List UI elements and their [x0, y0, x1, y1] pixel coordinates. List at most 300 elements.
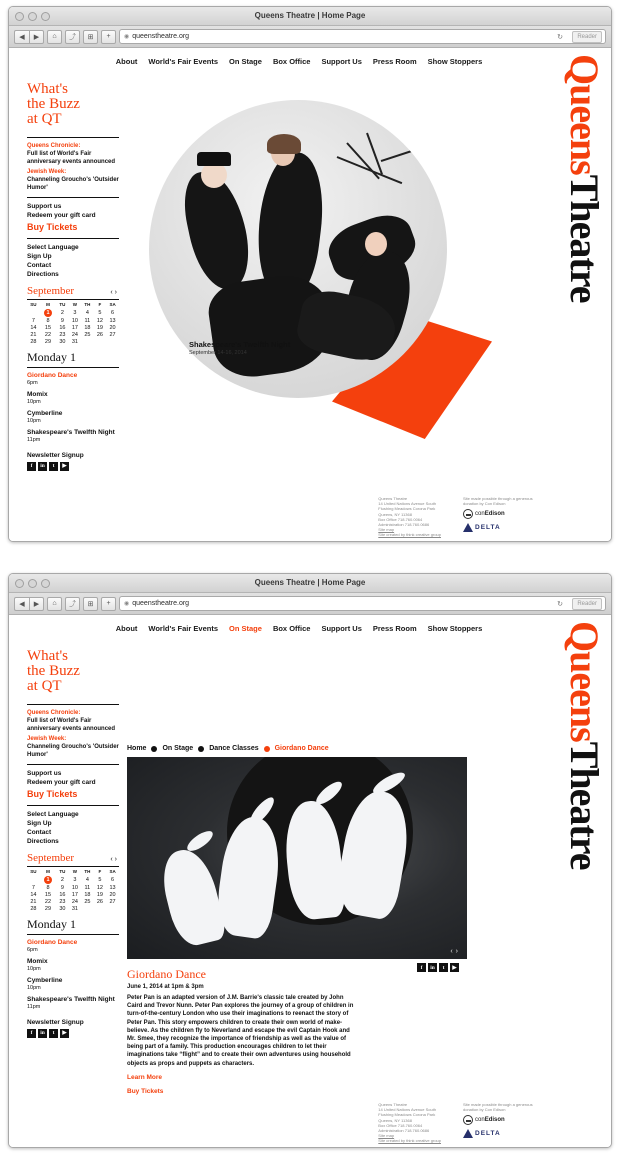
- footer-link-credits[interactable]: Site created by think creative group: [378, 1138, 441, 1144]
- news-headline: Full list of World's Fair anniversary events announced: [27, 718, 116, 732]
- footer-link-site-map[interactable]: Site map: [378, 527, 395, 533]
- calendar-day[interactable]: 10: [71, 317, 78, 324]
- calendar-day[interactable]: 17: [71, 891, 78, 898]
- event-list-item[interactable]: [27, 372, 119, 387]
- calendar-prev-icon[interactable]: ‹: [110, 856, 115, 863]
- event-list-item[interactable]: [27, 391, 119, 406]
- event-title: Giordano Dance: [27, 371, 78, 379]
- site-giordano-dance: [9, 615, 611, 1148]
- forward-button[interactable]: ▶: [29, 597, 44, 611]
- sidebar-link-sign-up[interactable]: Sign Up: [27, 820, 52, 827]
- slider-next-icon[interactable]: ›: [455, 948, 461, 955]
- buy-tickets-link[interactable]: Buy Tickets: [127, 1087, 164, 1095]
- facebook-icon[interactable]: f: [27, 462, 36, 471]
- calendar-day[interactable]: 18: [84, 891, 91, 898]
- calendar-day[interactable]: 5: [98, 309, 102, 316]
- calendar-day[interactable]: 27: [109, 332, 116, 339]
- calendar-day[interactable]: 20: [109, 324, 116, 331]
- event-list-item[interactable]: [27, 410, 119, 425]
- event-title: Shakespeare's Twelfth Night: [27, 428, 115, 436]
- calendar-day[interactable]: 25: [84, 332, 91, 339]
- sponsor-logos: [463, 1115, 543, 1138]
- weekday: TH: [84, 869, 91, 874]
- footer-sponsors: [463, 1102, 543, 1144]
- newsletter-signup-link[interactable]: Newsletter Signup: [27, 1018, 84, 1026]
- sidebar-link-directions[interactable]: Directions: [27, 271, 59, 278]
- calendar-day[interactable]: 7: [31, 317, 35, 324]
- sidebar-link-contact[interactable]: Contact: [27, 262, 52, 269]
- calendar-day[interactable]: [81, 339, 94, 346]
- learn-more-link[interactable]: Learn More: [127, 1073, 163, 1081]
- news-headline: Channeling Groucho's 'Outsider Humor': [27, 177, 119, 191]
- logo-q: Q: [562, 621, 607, 652]
- linkedin-icon[interactable]: in: [428, 963, 437, 972]
- delta-logo: [463, 1129, 501, 1138]
- divider: [27, 805, 119, 806]
- calendar-day[interactable]: 8: [46, 317, 50, 324]
- event-title: Cymberline: [27, 409, 63, 417]
- calendar-day[interactable]: 26: [96, 899, 103, 906]
- article-hero-image[interactable]: [127, 757, 467, 959]
- calendar-day[interactable]: 29: [44, 339, 52, 346]
- back-button[interactable]: ◀: [14, 30, 29, 44]
- buzz-line-3: at QT: [27, 111, 62, 127]
- calendar-month: September: [27, 852, 75, 864]
- nav-buttons[interactable]: [14, 597, 44, 611]
- weekday: TU: [59, 869, 66, 874]
- back-button[interactable]: ◀: [14, 597, 29, 611]
- calendar-day[interactable]: 21: [30, 332, 37, 339]
- calendar-day[interactable]: 30: [59, 906, 66, 913]
- event-list-item[interactable]: [27, 939, 119, 954]
- branch-prop: [337, 126, 427, 206]
- event-time: 6pm: [27, 946, 38, 953]
- calendar-table[interactable]: [27, 869, 119, 913]
- slider-controls[interactable]: [450, 948, 461, 955]
- weekday: W: [72, 302, 78, 307]
- calendar-day[interactable]: 27: [109, 899, 116, 906]
- calendar-day[interactable]: 6: [111, 309, 115, 316]
- site-logo[interactable]: [557, 48, 611, 542]
- footer-address-line: Flushing Meadows Corona Park: [378, 506, 436, 512]
- nav-item-about[interactable]: About: [115, 56, 138, 66]
- calendar-day[interactable]: 6: [111, 876, 115, 883]
- delta-triangle-icon: [463, 523, 473, 532]
- calendar-day[interactable]: 17: [71, 324, 78, 331]
- nav-item-support-us[interactable]: Support Us: [321, 56, 362, 66]
- address-bar-value: queenstheatre.org: [132, 600, 190, 607]
- con-edison-mark-icon: [463, 1115, 473, 1125]
- calendar-day[interactable]: 31: [71, 339, 78, 346]
- calendar-day[interactable]: 3: [73, 876, 77, 883]
- window-title: Queens Theatre | Home Page: [254, 11, 366, 20]
- weekday: SU: [30, 302, 37, 307]
- calendar-day[interactable]: 4: [85, 876, 89, 883]
- divider: [27, 764, 119, 765]
- calendar-day[interactable]: 13: [109, 884, 116, 891]
- calendar-day[interactable]: 22: [44, 332, 52, 339]
- weekday: W: [72, 869, 78, 874]
- calendar-day[interactable]: 26: [96, 332, 103, 339]
- calendar-week: [27, 899, 119, 906]
- sidebar-link-support-us[interactable]: Support us: [27, 203, 62, 210]
- calendar-day[interactable]: 9: [60, 317, 64, 324]
- nav-item-on-stage[interactable]: On Stage: [229, 623, 262, 633]
- weekday: M: [46, 302, 50, 307]
- linkedin-icon[interactable]: in: [38, 462, 47, 471]
- address-bar-value: queenstheatre.org: [132, 33, 190, 40]
- news-source: Jewish Week:: [27, 736, 67, 742]
- calendar-week: [27, 317, 119, 324]
- sidebar-link-support-us[interactable]: Support us: [27, 770, 62, 777]
- calendar-day[interactable]: 5: [98, 876, 102, 883]
- share-icon[interactable]: ⤴: [65, 30, 80, 44]
- new-tab-button[interactable]: +: [101, 30, 116, 44]
- breadcrumb-item-dance-classes[interactable]: Dance Classes: [209, 745, 259, 752]
- news-source: Queens Chronicle:: [27, 710, 81, 716]
- slider-prev-icon[interactable]: ‹: [450, 948, 456, 955]
- news-headline: Full list of World's Fair anniversary events announced: [27, 151, 116, 165]
- address-bar[interactable]: [119, 596, 606, 611]
- breadcrumb-separator-icon: [151, 746, 157, 752]
- event-list-item[interactable]: [27, 958, 119, 973]
- footer-credit-text: Site made possible through a generous donation by Con Edison: [463, 496, 533, 507]
- calendar-week: [27, 324, 119, 331]
- weekday: F: [98, 869, 102, 874]
- news-item[interactable]: [27, 735, 119, 759]
- footer-address-line: Box Office 718.760.0064: [378, 516, 423, 522]
- footer-link-site-map[interactable]: Site map: [378, 1133, 395, 1139]
- sidebar-link-sign-up[interactable]: Sign Up: [27, 253, 52, 260]
- event-time: 10pm: [27, 398, 41, 405]
- share-icon[interactable]: ⤴: [65, 597, 80, 611]
- calendar-day[interactable]: 16: [59, 324, 66, 331]
- calendar-day[interactable]: 12: [96, 317, 103, 324]
- breadcrumb-item-home[interactable]: Home: [127, 745, 147, 752]
- globe-icon: ◉: [124, 601, 130, 607]
- calendar-week: [27, 875, 119, 884]
- reload-icon[interactable]: ↻: [557, 33, 563, 41]
- facebook-icon[interactable]: f: [27, 1029, 36, 1038]
- hero-date: September 14-16, 2014: [189, 350, 247, 356]
- new-tab-button[interactable]: +: [101, 597, 116, 611]
- calendar-header: [27, 285, 119, 297]
- divider: [27, 704, 119, 705]
- calendar-day[interactable]: 15: [44, 891, 52, 898]
- con-edison-mark-icon: [463, 509, 473, 519]
- footer-address-line: 14 United Nations Avenue South: [378, 1107, 437, 1113]
- sidebar-link-redeem-gift-card[interactable]: Redeem your gift card: [27, 779, 96, 786]
- calendar-day[interactable]: 24: [71, 332, 78, 339]
- reload-icon[interactable]: ↻: [557, 600, 563, 608]
- calendar-day[interactable]: [106, 906, 119, 913]
- delta-logo: [463, 523, 501, 532]
- divider: [27, 934, 119, 935]
- titlebar: [9, 574, 611, 593]
- calendar-day[interactable]: 28: [30, 906, 37, 913]
- weekday: F: [98, 302, 102, 307]
- con-edison-logo: [463, 1115, 505, 1125]
- weekday: SA: [109, 869, 116, 874]
- calendar-day[interactable]: 11: [84, 884, 91, 891]
- delta-triangle-icon: [463, 1129, 473, 1138]
- calendar-day[interactable]: 20: [109, 891, 116, 898]
- buy-tickets-link[interactable]: Buy Tickets: [27, 222, 78, 232]
- buzz-line-1: What's: [27, 81, 69, 97]
- event-time: 10pm: [27, 965, 41, 972]
- article-body: [127, 967, 359, 1096]
- divider: [27, 866, 119, 867]
- browser-toolbar: [9, 26, 611, 48]
- calendar-day[interactable]: [27, 308, 40, 317]
- calendar-day[interactable]: 8: [46, 884, 50, 891]
- social-links[interactable]: [27, 1029, 119, 1038]
- facebook-icon[interactable]: f: [417, 963, 426, 972]
- event-list-item[interactable]: [27, 977, 119, 992]
- nav-buttons[interactable]: [14, 30, 44, 44]
- con-edison-suffix: Edison: [484, 1116, 505, 1123]
- hero-banner[interactable]: [127, 90, 507, 480]
- calendar-day[interactable]: 29: [44, 906, 52, 913]
- calendar-day[interactable]: [106, 339, 119, 346]
- sidebar: [27, 649, 119, 1038]
- calendar-next-icon[interactable]: ›: [114, 289, 119, 296]
- calendar-day[interactable]: 2: [60, 309, 64, 316]
- calendar-day[interactable]: 23: [59, 899, 66, 906]
- calendar-day[interactable]: 30: [59, 339, 66, 346]
- calendar-day[interactable]: 18: [84, 324, 91, 331]
- footer-link-credits[interactable]: Site created by think creative group: [378, 532, 441, 538]
- calendar-next-icon[interactable]: ›: [114, 856, 119, 863]
- calendar-prev-icon[interactable]: ‹: [110, 289, 115, 296]
- calendar-week: [27, 332, 119, 339]
- event-title: Giordano Dance: [27, 938, 78, 946]
- nav-item-box-office[interactable]: Box Office: [272, 623, 311, 633]
- calendar-day[interactable]: 11: [84, 317, 91, 324]
- sidebar-link-directions[interactable]: Directions: [27, 838, 59, 845]
- address-bar[interactable]: [119, 29, 606, 44]
- linkedin-icon[interactable]: in: [38, 1029, 47, 1038]
- show-tabs-icon[interactable]: ⊞: [83, 597, 98, 611]
- divider: [27, 238, 119, 239]
- browser-toolbar: [9, 593, 611, 615]
- footer-address-line: Flushing Meadows Corona Park: [378, 1112, 436, 1118]
- event-list-item[interactable]: [27, 996, 119, 1011]
- article-title: Giordano Dance: [127, 967, 206, 981]
- calendar-day[interactable]: 19: [96, 324, 103, 331]
- nav-item-press-room[interactable]: Press Room: [372, 56, 417, 66]
- delta-label: DELTA: [475, 524, 501, 532]
- news-source: Queens Chronicle:: [27, 143, 81, 149]
- performer-hair: [267, 134, 301, 154]
- news-source: Jewish Week:: [27, 169, 67, 175]
- sponsor-logos: [463, 509, 543, 532]
- calendar-day[interactable]: 10: [71, 884, 78, 891]
- nav-item-support-us[interactable]: Support Us: [321, 623, 362, 633]
- calendar-day-today[interactable]: 1: [40, 875, 56, 884]
- calendar-day[interactable]: [94, 906, 107, 913]
- divider: [27, 299, 119, 300]
- calendar-nav[interactable]: [110, 856, 119, 863]
- site-footer: [9, 496, 557, 538]
- nav-item-show-stoppers[interactable]: Show Stoppers: [427, 56, 483, 66]
- calendar-day[interactable]: 24: [71, 899, 78, 906]
- calendar-day[interactable]: 21: [30, 899, 37, 906]
- news-headline: Channeling Groucho's 'Outsider Humor': [27, 744, 119, 758]
- calendar-day[interactable]: 25: [84, 899, 91, 906]
- buy-tickets-link[interactable]: Buy Tickets: [27, 789, 78, 799]
- footer-sponsors: [463, 496, 543, 538]
- globe-icon: ◉: [124, 34, 130, 40]
- calendar-table[interactable]: [27, 302, 119, 346]
- delta-label: DELTA: [475, 1130, 501, 1138]
- event-time: 11pm: [27, 1003, 41, 1010]
- youtube-icon[interactable]: ▶: [450, 963, 459, 972]
- site-footer: [9, 1102, 557, 1144]
- article-description: Peter Pan is an adapted version of J.M. Barrie's classic tale created by John Caird and Trevor Nunn. Peter Pan explores the journey of a group of children in turn-of-the-century London who use their imaginations to reenact the story of Peter Pan. This story empowers children to create their own world of make-believe. As the children fly to Neverland and escape the evil Captain Hook and Mr. Smee, they recognize the importance of friendship as well as the value of being part of a family. This production encourages children to let their imaginations take “flight” and to create their own adventures using household objects as props and puppets as characters.: [127, 995, 354, 1067]
- calendar-week: [27, 308, 119, 317]
- logo-q: Q: [562, 54, 607, 85]
- reader-button[interactable]: Reader: [572, 598, 602, 610]
- dancer-arm: [184, 827, 215, 854]
- nav-item-on-stage[interactable]: On Stage: [229, 56, 262, 66]
- twitter-icon[interactable]: t: [49, 1029, 58, 1038]
- buzz-line-1: What's: [27, 648, 69, 664]
- footer-address-line: Queens Theatre: [378, 1102, 408, 1107]
- calendar-header: [27, 852, 119, 864]
- weekday: SU: [30, 869, 37, 874]
- buzz-heading: [27, 649, 119, 694]
- event-time: 10pm: [27, 984, 41, 991]
- calendar-day[interactable]: 7: [31, 884, 35, 891]
- performer-head: [365, 232, 387, 256]
- forward-button[interactable]: ▶: [29, 30, 44, 44]
- newsletter-signup-link[interactable]: Newsletter Signup: [27, 451, 84, 459]
- buzz-line-2: the Buzz: [27, 96, 80, 112]
- footer-address-line: Queens Theatre: [378, 496, 408, 501]
- titlebar: [9, 7, 611, 26]
- news-item[interactable]: [27, 709, 119, 733]
- home-icon[interactable]: ⌂: [47, 30, 62, 44]
- calendar-day[interactable]: 13: [109, 317, 116, 324]
- main-nav: [9, 615, 549, 641]
- calendar-day[interactable]: 31: [71, 906, 78, 913]
- con-edison-prefix: con: [475, 1116, 485, 1123]
- main-nav: [9, 48, 549, 74]
- calendar-day[interactable]: 2: [60, 876, 64, 883]
- event-time: 10pm: [27, 417, 41, 424]
- site-logo[interactable]: [557, 615, 611, 1148]
- calendar-day[interactable]: 14: [30, 324, 37, 331]
- sidebar-link-select-language[interactable]: Select Language: [27, 244, 79, 251]
- calendar-week: [27, 891, 119, 898]
- calendar-day[interactable]: [94, 339, 107, 346]
- calendar-day[interactable]: [81, 906, 94, 913]
- dancer-figure: [156, 844, 228, 949]
- event-title: Momix: [27, 390, 48, 398]
- sidebar-link-contact[interactable]: Contact: [27, 829, 52, 836]
- youtube-icon[interactable]: ▶: [60, 462, 69, 471]
- browser-window-home: [8, 6, 612, 542]
- calendar-day[interactable]: 14: [30, 891, 37, 898]
- youtube-icon[interactable]: ▶: [60, 1029, 69, 1038]
- calendar-week: [27, 884, 119, 891]
- article-showtimes: June 1, 2014 at 1pm & 3pm: [127, 984, 204, 990]
- sidebar-link-redeem-gift-card[interactable]: Redeem your gift card: [27, 212, 96, 219]
- buzz-line-3: at QT: [27, 678, 62, 694]
- calendar-day[interactable]: 19: [96, 891, 103, 898]
- performer-hat: [197, 152, 231, 166]
- calendar-day[interactable]: 9: [60, 884, 64, 891]
- event-list-item[interactable]: [27, 429, 119, 444]
- breadcrumb-item-giordano-dance[interactable]: Giordano Dance: [274, 745, 329, 752]
- event-title: Momix: [27, 957, 48, 965]
- breadcrumb-item-on-stage[interactable]: On Stage: [162, 745, 194, 752]
- footer-address: [378, 496, 441, 538]
- breadcrumb: [127, 745, 329, 752]
- twitter-icon[interactable]: t: [439, 963, 448, 972]
- home-icon[interactable]: ⌂: [47, 597, 62, 611]
- calendar-day[interactable]: 4: [85, 309, 89, 316]
- article-social-links[interactable]: [417, 963, 459, 972]
- calendar-day[interactable]: [27, 875, 40, 884]
- hero-caption: [189, 340, 359, 356]
- calendar-day[interactable]: 15: [44, 324, 52, 331]
- weekday: SA: [109, 302, 116, 307]
- con-edison-suffix: Edison: [484, 510, 505, 517]
- calendar-day[interactable]: 23: [59, 332, 66, 339]
- footer-address-line: Queens, NY 11368: [378, 1117, 412, 1123]
- footer-credit-text: Site made possible through a generous donation by Con Edison: [463, 1102, 533, 1113]
- logo-theatre: Theatre: [562, 174, 607, 303]
- footer-address-line: Administration 718.760.0686: [378, 1128, 430, 1134]
- reader-button[interactable]: Reader: [572, 31, 602, 43]
- news-item[interactable]: [27, 168, 119, 192]
- nav-item-box-office[interactable]: Box Office: [272, 56, 311, 66]
- calendar-day[interactable]: 16: [59, 891, 66, 898]
- calendar-day[interactable]: 12: [96, 884, 103, 891]
- browser-window-giordano: [8, 573, 612, 1148]
- footer-address-line: 14 United Nations Avenue South: [378, 501, 437, 507]
- calendar-nav[interactable]: [110, 289, 119, 296]
- con-edison-prefix: con: [475, 510, 485, 517]
- selected-day-header: Monday 1: [27, 349, 76, 364]
- nav-item-worlds-fair-events[interactable]: World's Fair Events: [148, 623, 218, 633]
- logo-ueens: ueens: [562, 651, 607, 742]
- nav-item-show-stoppers[interactable]: Show Stoppers: [427, 623, 483, 633]
- calendar-week: [27, 339, 119, 346]
- selected-day-header: Monday 1: [27, 916, 76, 931]
- footer-address-line: Administration 718.760.0686: [378, 522, 430, 528]
- calendar-day[interactable]: 22: [44, 899, 52, 906]
- divider: [27, 137, 119, 138]
- twitter-icon[interactable]: t: [49, 462, 58, 471]
- event-time: 6pm: [27, 379, 38, 386]
- nav-item-about[interactable]: About: [115, 623, 138, 633]
- calendar-day[interactable]: 28: [30, 339, 37, 346]
- show-tabs-icon[interactable]: ⊞: [83, 30, 98, 44]
- social-links[interactable]: [27, 462, 119, 471]
- nav-item-worlds-fair-events[interactable]: World's Fair Events: [148, 56, 218, 66]
- sidebar-link-select-language[interactable]: Select Language: [27, 811, 79, 818]
- nav-item-press-room[interactable]: Press Room: [372, 623, 417, 633]
- breadcrumb-separator-icon: [198, 746, 204, 752]
- calendar-day[interactable]: 3: [73, 309, 77, 316]
- calendar-month: September: [27, 285, 75, 297]
- logo-ueens: ueens: [562, 84, 607, 175]
- calendar-day-today[interactable]: 1: [40, 308, 56, 317]
- news-item[interactable]: [27, 142, 119, 166]
